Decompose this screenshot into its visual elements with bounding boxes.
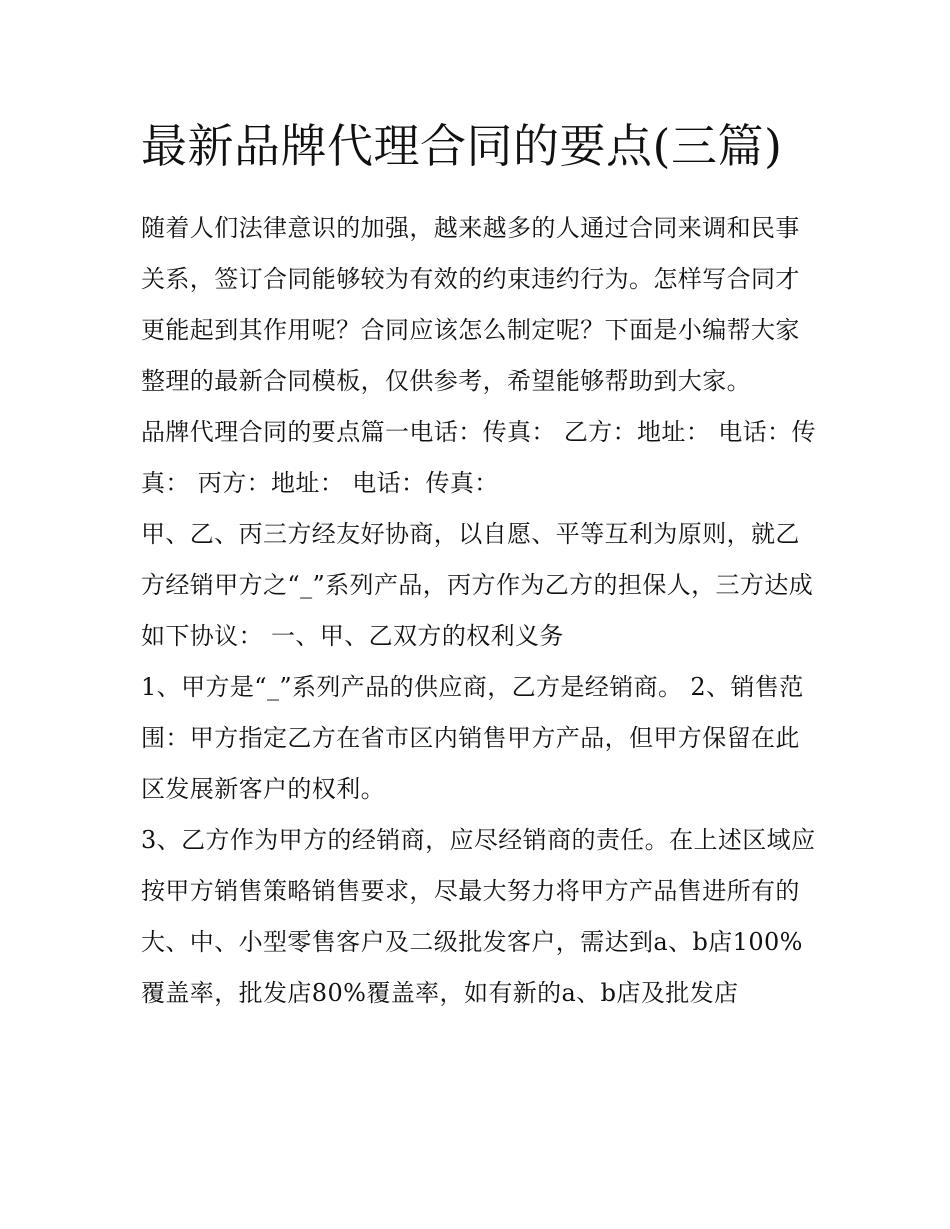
document-body [141,113,821,1019]
clause-3-paragraph: 3、乙方作为甲方的经销商，应尽经销商的责任。在上述区域应按甲方销售策略销售要求，尽最大努力将甲方产品售进所有的大、中、小型零售客户及二级批发客户，需达到a、b店100%覆盖率，批发店80%覆盖率，如有新的a、b店及批发店 [141,826,816,1007]
document-title: 最新品牌代理合同的要点(三篇) [141,119,783,173]
parties-paragraph: 品牌代理合同的要点篇一电话：传真： 乙方：地址： 电话：传真： 丙方：地址： 电话：传真： [141,418,816,497]
agreement-paragraph: 甲、乙、丙三方经友好协商，以自愿、平等互利为原则，就乙方经销甲方之“_”系列产品，丙方作为乙方的担保人，三方达成如下协议： 一、甲、乙双方的权利义务 [141,520,814,650]
clause-1-2-paragraph: 1、甲方是“_”系列产品的供应商，乙方是经销商。 2、销售范围：甲方指定乙方在省市区内销售甲方产品，但甲方保留在此区发展新客户的权利。 [141,673,804,803]
intro-paragraph: 随着人们法律意识的加强，越来越多的人通过合同来调和民事关系，签订合同能够较为有效的约束违约行为。怎样写合同才更能起到其作用呢？合同应该怎么制定呢？下面是小编帮大家整理的最新合同模板，仅供参考，希望能够帮助到大家。 [141,214,800,395]
